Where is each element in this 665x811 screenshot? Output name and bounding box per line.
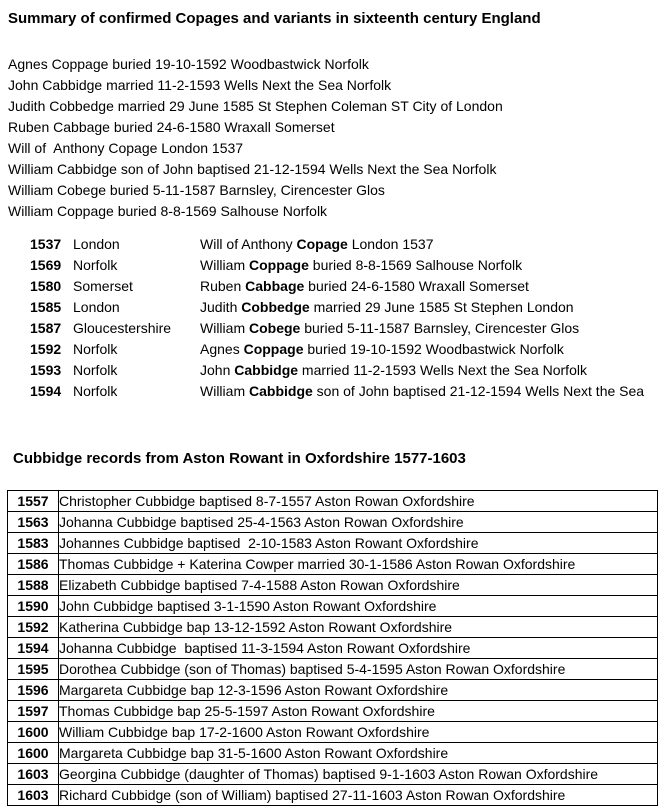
table-row xyxy=(8,743,658,764)
record-cell: Richard Cubbidge (son of William) baptised 27-11-1603 Aston Rowan Oxfordshire xyxy=(59,785,658,806)
description-post: son of John baptised 21-12-1594 Wells Next the Sea xyxy=(312,383,645,399)
table-row xyxy=(8,617,658,638)
year-cell: 1557 xyxy=(8,491,59,512)
table-row xyxy=(8,491,658,512)
description-pre: William xyxy=(200,320,249,336)
record-cell: Johanna Cubbidge baptised 11-3-1594 Aston Rowant Oxfordshire xyxy=(59,638,658,659)
surname-bold: Cobege xyxy=(249,320,301,336)
table-row xyxy=(8,764,658,785)
summary-line: William Cabbidge son of John baptised 21-12-1594 Wells Next the Sea Norfolk xyxy=(8,161,497,177)
year-cell: 1588 xyxy=(8,575,59,596)
year-cell: 1597 xyxy=(8,701,59,722)
description-pre: William xyxy=(200,257,249,273)
surname-bold: Cabbage xyxy=(245,278,305,294)
description-post: buried 19-10-1592 Woodbastwick Norfolk xyxy=(303,341,564,357)
description-post: buried 8-8-1569 Salhouse Norfolk xyxy=(308,257,523,273)
year-cell: 1603 xyxy=(8,785,59,806)
surname-bold: Cabbidge xyxy=(249,383,313,399)
record-description xyxy=(200,381,644,402)
table-row xyxy=(8,701,658,722)
record-description xyxy=(200,276,529,297)
confirmed-record-row xyxy=(0,339,665,360)
record-cell: Katherina Cubbidge bap 13-12-1592 Aston Rowant Oxfordshire xyxy=(59,617,658,638)
record-cell: William Cubbidge bap 17-2-1600 Aston Rowant Oxfordshire xyxy=(59,722,658,743)
year-cell: 1594 xyxy=(8,638,59,659)
description-post: London 1537 xyxy=(347,236,434,252)
table-row xyxy=(8,575,658,596)
record-county: Somerset xyxy=(73,278,133,294)
surname-bold: Cobbedge xyxy=(241,299,310,315)
summary-line: Ruben Cabbage buried 24-6-1580 Wraxall Somerset xyxy=(8,119,335,135)
description-post: buried 5-11-1587 Barnsley, Cirencester Glos xyxy=(300,320,580,336)
year-cell: 1600 xyxy=(8,722,59,743)
table-row xyxy=(8,533,658,554)
record-year: 1585 xyxy=(30,299,62,315)
record-description xyxy=(200,360,587,381)
record-cell: Georgina Cubbidge (daughter of Thomas) baptised 9-1-1603 Aston Rowan Oxfordshire xyxy=(59,764,658,785)
description-pre: William xyxy=(200,383,249,399)
surname-bold: Coppage xyxy=(249,257,309,273)
record-description xyxy=(200,297,574,318)
table-row xyxy=(8,680,658,701)
description-post: buried 24-6-1580 Wraxall Somerset xyxy=(304,278,529,294)
table-row xyxy=(8,785,658,806)
confirmed-record-row xyxy=(0,318,665,339)
confirmed-records-table xyxy=(0,234,665,402)
record-description xyxy=(200,234,433,255)
record-description xyxy=(200,255,522,276)
record-year: 1592 xyxy=(30,341,62,357)
table-row xyxy=(8,554,658,575)
record-cell: Thomas Cubbidge + Katerina Cowper married 30-1-1586 Aston Rowan Oxfordshire xyxy=(59,554,658,575)
record-cell: Margareta Cubbidge bap 31-5-1600 Aston Rowant Oxfordshire xyxy=(59,743,658,764)
description-post: married 29 June 1585 St Stephen London xyxy=(309,299,574,315)
record-county: Norfolk xyxy=(73,362,118,378)
record-county: Norfolk xyxy=(73,257,118,273)
record-county: London xyxy=(73,236,120,252)
record-cell: Margareta Cubbidge bap 12-3-1596 Aston Rowant Oxfordshire xyxy=(59,680,658,701)
summary-line: William Cobege buried 5-11-1587 Barnsley, Cirencester Glos xyxy=(8,182,385,198)
record-year: 1537 xyxy=(30,236,62,252)
year-cell: 1595 xyxy=(8,659,59,680)
cubbidge-section-title: Cubbidge records from Aston Rowant in Oxfordshire 1577-1603 xyxy=(13,450,466,467)
record-year: 1569 xyxy=(30,257,62,273)
record-cell: Christopher Cubbidge baptised 8-7-1557 Aston Rowan Oxfordshire xyxy=(59,491,658,512)
record-county: Gloucestershire xyxy=(73,320,172,336)
record-county: Norfolk xyxy=(73,383,118,399)
record-year: 1594 xyxy=(30,383,62,399)
confirmed-record-row xyxy=(0,360,665,381)
record-cell: Johanna Cubbidge baptised 25-4-1563 Aston Rowan Oxfordshire xyxy=(59,512,658,533)
record-cell: Elizabeth Cubbidge baptised 7-4-1588 Aston Rowan Oxfordshire xyxy=(59,575,658,596)
confirmed-record-row xyxy=(0,276,665,297)
year-cell: 1563 xyxy=(8,512,59,533)
record-year: 1580 xyxy=(30,278,62,294)
record-description xyxy=(200,318,579,339)
summary-line: Agnes Coppage buried 19-10-1592 Woodbastwick Norfolk xyxy=(8,56,369,72)
summary-line: William Coppage buried 8-8-1569 Salhouse Norfolk xyxy=(8,203,328,219)
confirmed-record-row xyxy=(0,234,665,255)
cubbidge-table xyxy=(7,490,658,806)
confirmed-record-row xyxy=(0,255,665,276)
year-cell: 1590 xyxy=(8,596,59,617)
record-cell: Dorothea Cubbidge (son of Thomas) baptised 5-4-1595 Aston Rowan Oxfordshire xyxy=(59,659,658,680)
confirmed-record-row xyxy=(0,381,665,402)
table-row xyxy=(8,722,658,743)
description-pre: Will of Anthony xyxy=(200,236,297,252)
description-pre: Judith xyxy=(200,299,242,315)
year-cell: 1592 xyxy=(8,617,59,638)
summary-line: John Cabbidge married 11-2-1593 Wells Next the Sea Norfolk xyxy=(8,77,392,93)
record-description xyxy=(200,339,564,360)
year-cell: 1596 xyxy=(8,680,59,701)
year-cell: 1583 xyxy=(8,533,59,554)
year-cell: 1586 xyxy=(8,554,59,575)
year-cell: 1600 xyxy=(8,743,59,764)
summary-line: Judith Cobbedge married 29 June 1585 St Stephen Coleman ST City of London xyxy=(8,98,503,114)
description-pre: John xyxy=(200,362,235,378)
surname-bold: Coppage xyxy=(243,341,304,357)
record-cell: John Cubbidge baptised 3-1-1590 Aston Rowant Oxfordshire xyxy=(59,596,658,617)
summary-line: Will of Anthony Copage London 1537 xyxy=(8,140,244,156)
table-row xyxy=(8,596,658,617)
record-cell: Johannes Cubbidge baptised 2-10-1583 Aston Rowant Oxfordshire xyxy=(59,533,658,554)
summary-list xyxy=(8,54,665,222)
record-year: 1593 xyxy=(30,362,62,378)
surname-bold: Cabbidge xyxy=(234,362,299,378)
table-row xyxy=(8,512,658,533)
table-row xyxy=(8,638,658,659)
description-pre: Ruben xyxy=(200,278,246,294)
description-pre: Agnes xyxy=(200,341,244,357)
confirmed-record-row xyxy=(0,297,665,318)
record-year: 1587 xyxy=(30,320,62,336)
description-post: married 11-2-1593 Wells Next the Sea Norfolk xyxy=(298,362,587,378)
record-county: Norfolk xyxy=(73,341,118,357)
surname-bold: Copage xyxy=(296,236,348,252)
record-county: London xyxy=(73,299,120,315)
year-cell: 1603 xyxy=(8,764,59,785)
table-row xyxy=(8,659,658,680)
document-title: Summary of confirmed Copages and variants in sixteenth century England xyxy=(8,10,541,27)
record-cell: Thomas Cubbidge bap 25-5-1597 Aston Rowant Oxfordshire xyxy=(59,701,658,722)
